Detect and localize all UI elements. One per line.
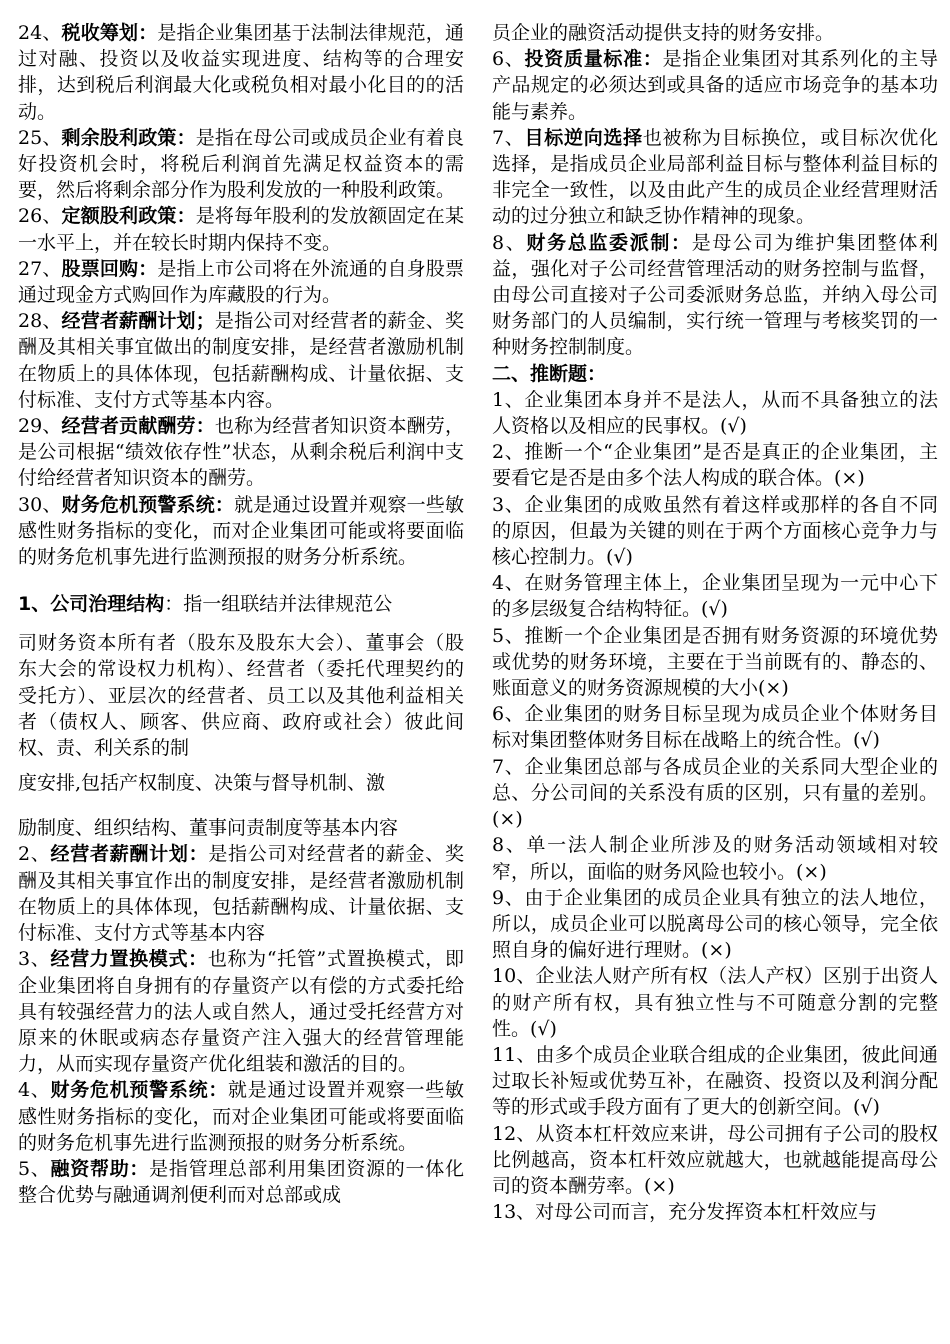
definition-text: 是指在母公司或成员企业有着良好投资机会时，将税后利润首先满足权益资本的需要，然后将剩余部分作为股利发放的一种股利政策。	[18, 126, 464, 202]
judgment-item: 11、由多个成员企业联合组成的企业集团，彼此间通过取长补短或优势互补，在融资、投资以及利润分配等的形式或手段方面有了更大的创新空间。(√)	[492, 1043, 938, 1119]
item-number: 25、	[18, 126, 62, 149]
continuation-text: 员企业的融资活动提供支持的财务安排。	[492, 22, 835, 44]
item-number: 7、	[492, 126, 525, 149]
judgment-item: 2、推断一个“企业集团”是否是真正的企业集团，主要看它是否是由多个法人构成的联合体。(×)	[492, 441, 938, 490]
definition-6	[492, 46, 938, 125]
term-separator: ：	[188, 948, 208, 971]
judgment-item: 8、单一法人制企业所涉及的财务活动领域相对较窄，所以，面临的财务风险也较小。(×)	[492, 834, 938, 883]
governance-line-1	[18, 582, 464, 626]
item-number: 30、	[18, 493, 62, 516]
definition-29	[18, 413, 464, 492]
item-number: 4、	[18, 1079, 51, 1102]
item-number: 5、	[18, 1157, 51, 1180]
definition-text: 就是通过设置并观察一些敏感性财务指标的变化，而对企业集团可能或将要面临的财务危机事先进行监测预报的财务分析系统。	[18, 1079, 464, 1154]
term-separator: ：	[195, 415, 215, 438]
item-number: 3、	[18, 948, 51, 971]
definition-text: 励制度、组织结构、董事问责制度等基本内容	[18, 817, 399, 840]
definition-text: 司财务资本所有者（股东及股东大会）、董事会（股东大会的常设权力机构）、经营者（委托代理契约的受托方）、亚层次的经营者、员工以及其他利益相关者（债权人、顾客、供应商、政府或社会）彼此间权、责、利关系的制	[18, 632, 464, 760]
term: 经营者薪酬计划	[61, 310, 196, 333]
term-separator: ：	[208, 1079, 229, 1102]
item-number: 6、	[492, 48, 525, 71]
judgment-item: 7、企业集团总部与各成员企业的关系同大型企业的总、分公司间的关系没有质的区别，只有量的差别。(×)	[492, 755, 938, 831]
definition-text: 是指上市公司将在外流通的自身股票通过现金方式购回作为库藏股的行为。	[18, 257, 464, 307]
definition-text: 是指公司对经营者的薪金、奖酬及其相关事宜做出的制度安排，是经营者激励机制在物质上的具体体现，包括薪酬构成、计量依据、支付标准、支付方式等基本内容。	[18, 310, 464, 411]
judgment-item: 4、在财务管理主体上，企业集团呈现为一元中心下的多层级复合结构特征。(√)	[492, 572, 938, 621]
definition-24	[18, 20, 464, 125]
definition-4	[18, 1077, 464, 1156]
term: 剩余股利政策	[61, 126, 177, 149]
term-separator: ：	[642, 48, 663, 71]
term-separator: ：	[129, 1157, 150, 1180]
definition-text: 是指管理总部利用集团资源的一体化整合优势与融通调剂便利而对总部或成	[18, 1157, 464, 1207]
governance-line-2	[18, 630, 464, 761]
definition-28	[18, 308, 464, 413]
item-number: 29、	[18, 415, 62, 438]
definition-text: 也被称为目标换位，或目标次优化选择，是指成员企业局部利益目标与整体利益目标的非完全一致性，以及由此产生的成员企业经营理财活动的过分独立和缺乏协作精神的现象。	[492, 126, 938, 228]
judgment-item: 3、企业集团的成败虽然有着这样或那样的各自不同的原因，但最为关键的则在于两个方面核心竞争力与核心控制力。(√)	[492, 493, 938, 569]
definition-text: 是指企业集团对其系列化的主导产品规定的必须达到或具备的适应市场竞争的基本功能与素养。	[492, 48, 938, 123]
term-separator: ：	[671, 231, 692, 254]
term: 财务危机预警系统	[61, 493, 215, 516]
definition-27	[18, 256, 464, 308]
term: 目标逆向选择	[524, 126, 643, 149]
section-heading-judgments: 二、推断题：	[492, 362, 607, 385]
definition-text: 是母公司为维护集团整体利益，强化对子公司经营管理活动的财务控制与监督，由母公司直接对子公司委派财务总监，并纳入母公司财务部门的人员编制，实行统一管理与考核奖罚的一种财务控制制度。	[492, 231, 938, 359]
governance-line-4	[18, 815, 464, 841]
item-number: 8、	[492, 231, 527, 254]
definition-30	[18, 492, 464, 571]
term-separator: ：	[214, 493, 235, 516]
judgment-item: 9、由于企业集团的成员企业具有独立的法人地位，所以，成员企业可以脱离母公司的核心领导，完全依照自身的偏好进行理财。(×)	[492, 886, 938, 962]
definition-text: 是将每年股利的发放额固定在某一水平上，并在较长时期内保持不变。	[18, 205, 464, 254]
term-separator: ：	[138, 22, 158, 44]
term: 融资帮助	[50, 1157, 130, 1180]
term-separator: ：	[164, 593, 184, 616]
definition-7	[492, 125, 938, 230]
term: 财务总监委派制	[526, 231, 672, 254]
definition-8	[492, 230, 938, 361]
definition-text: 就是通过设置并观察一些敏感性财务指标的变化，而对企业集团可能或将要面临的财务危机事先进行监测预报的财务分析系统。	[18, 493, 464, 569]
term-separator: ：	[176, 205, 196, 228]
term-separator: ：	[138, 257, 158, 280]
judgment-list	[492, 387, 938, 1226]
item-number: 27、	[18, 257, 62, 280]
term-separator: ：	[176, 126, 196, 149]
judgment-item: 6、企业集团的财务目标呈现为成员企业个体财务目标对集团整体财务目标在战略上的统合性。(√)	[492, 703, 938, 752]
judgment-item: 1、企业集团本身并不是法人，从而不具备独立的法人资格以及相应的民事权。(√)	[492, 388, 938, 438]
term: 投资质量标准	[524, 48, 643, 71]
judgment-item: 5、推断一个企业集团是否拥有财务资源的环境优势或优势的财务环境，主要在于当前既有的、静态的、账面意义的财务资源规模的大小(×)	[492, 624, 938, 700]
item-number: 24、	[18, 22, 62, 44]
definition-text: 度安排,包括产权制度、决策与督导机制、激	[18, 772, 386, 795]
definition-2	[18, 841, 464, 946]
definition-text: 也称为经营者知识资本酬劳，是公司根据“绩效依存性”状态，从剩余税后利润中支付给经营者知识资本的酬劳。	[18, 415, 464, 490]
term: 税收筹划	[61, 22, 139, 44]
term: 经营力置换模式	[50, 948, 189, 971]
term-separator: ：	[188, 843, 209, 866]
term: 经营者薪酬计划	[50, 843, 189, 866]
definition-25	[18, 125, 464, 204]
item-number: 1、	[18, 593, 51, 616]
definition-26	[18, 203, 464, 255]
definition-text: 是指公司对经营者的薪金、奖酬及其相关事宜作出的制度安排，是经营者激励机制在物质上的具体体现，包括薪酬构成、计量依据、支付标准、支付方式等基本内容	[18, 843, 464, 945]
item-number: 28、	[18, 310, 62, 333]
definition-text: 指一组联结并法律规范公	[183, 593, 393, 616]
definition-text: 也称为“托管”式置换模式，即企业集团将自身拥有的存量资产以有偿的方式委托给具有较强经营力的法人或自然人，通过受托经营方对原来的休眠或病态存量资产注入强大的经营管理能力，从而实现存量资产优化组装和激活的目的。	[18, 948, 464, 1076]
item-number: 2、	[18, 843, 51, 866]
term: 股票回购	[61, 257, 139, 280]
corporate-governance-section	[18, 582, 464, 841]
term: 财务危机预警系统	[50, 1079, 209, 1102]
left-column	[18, 20, 464, 1344]
judgment-item: 13、对母公司而言，充分发挥资本杠杆效应与	[492, 1201, 878, 1224]
term-separator: ；	[195, 310, 215, 333]
term: 定额股利政策	[61, 205, 177, 228]
term: 经营者贡献酬劳	[61, 415, 196, 438]
right-column	[492, 20, 938, 1344]
definition-text: 是指企业集团基于法制法律规范，通过对融、投资以及收益实现进度、结构等的合理安排，达到税后利润最大化或税负相对最小化目的的活动。	[18, 22, 464, 123]
item-number: 26、	[18, 205, 62, 228]
definition-5	[18, 1156, 464, 1208]
definition-3	[18, 946, 464, 1077]
term: 公司治理结构	[50, 593, 165, 616]
judgment-item: 12、从资本杠杆效应来讲，母公司拥有子公司的股权比例越高，资本杠杆效应就越大，也就越能提高母公司的资本酬劳率。(×)	[492, 1122, 938, 1197]
judgment-item: 10、企业法人财产所有权（法人产权）区别于出资人的财产所有权，具有独立性与不可随意分割的完整性。(√)	[492, 965, 938, 1040]
governance-line-3	[18, 761, 464, 805]
